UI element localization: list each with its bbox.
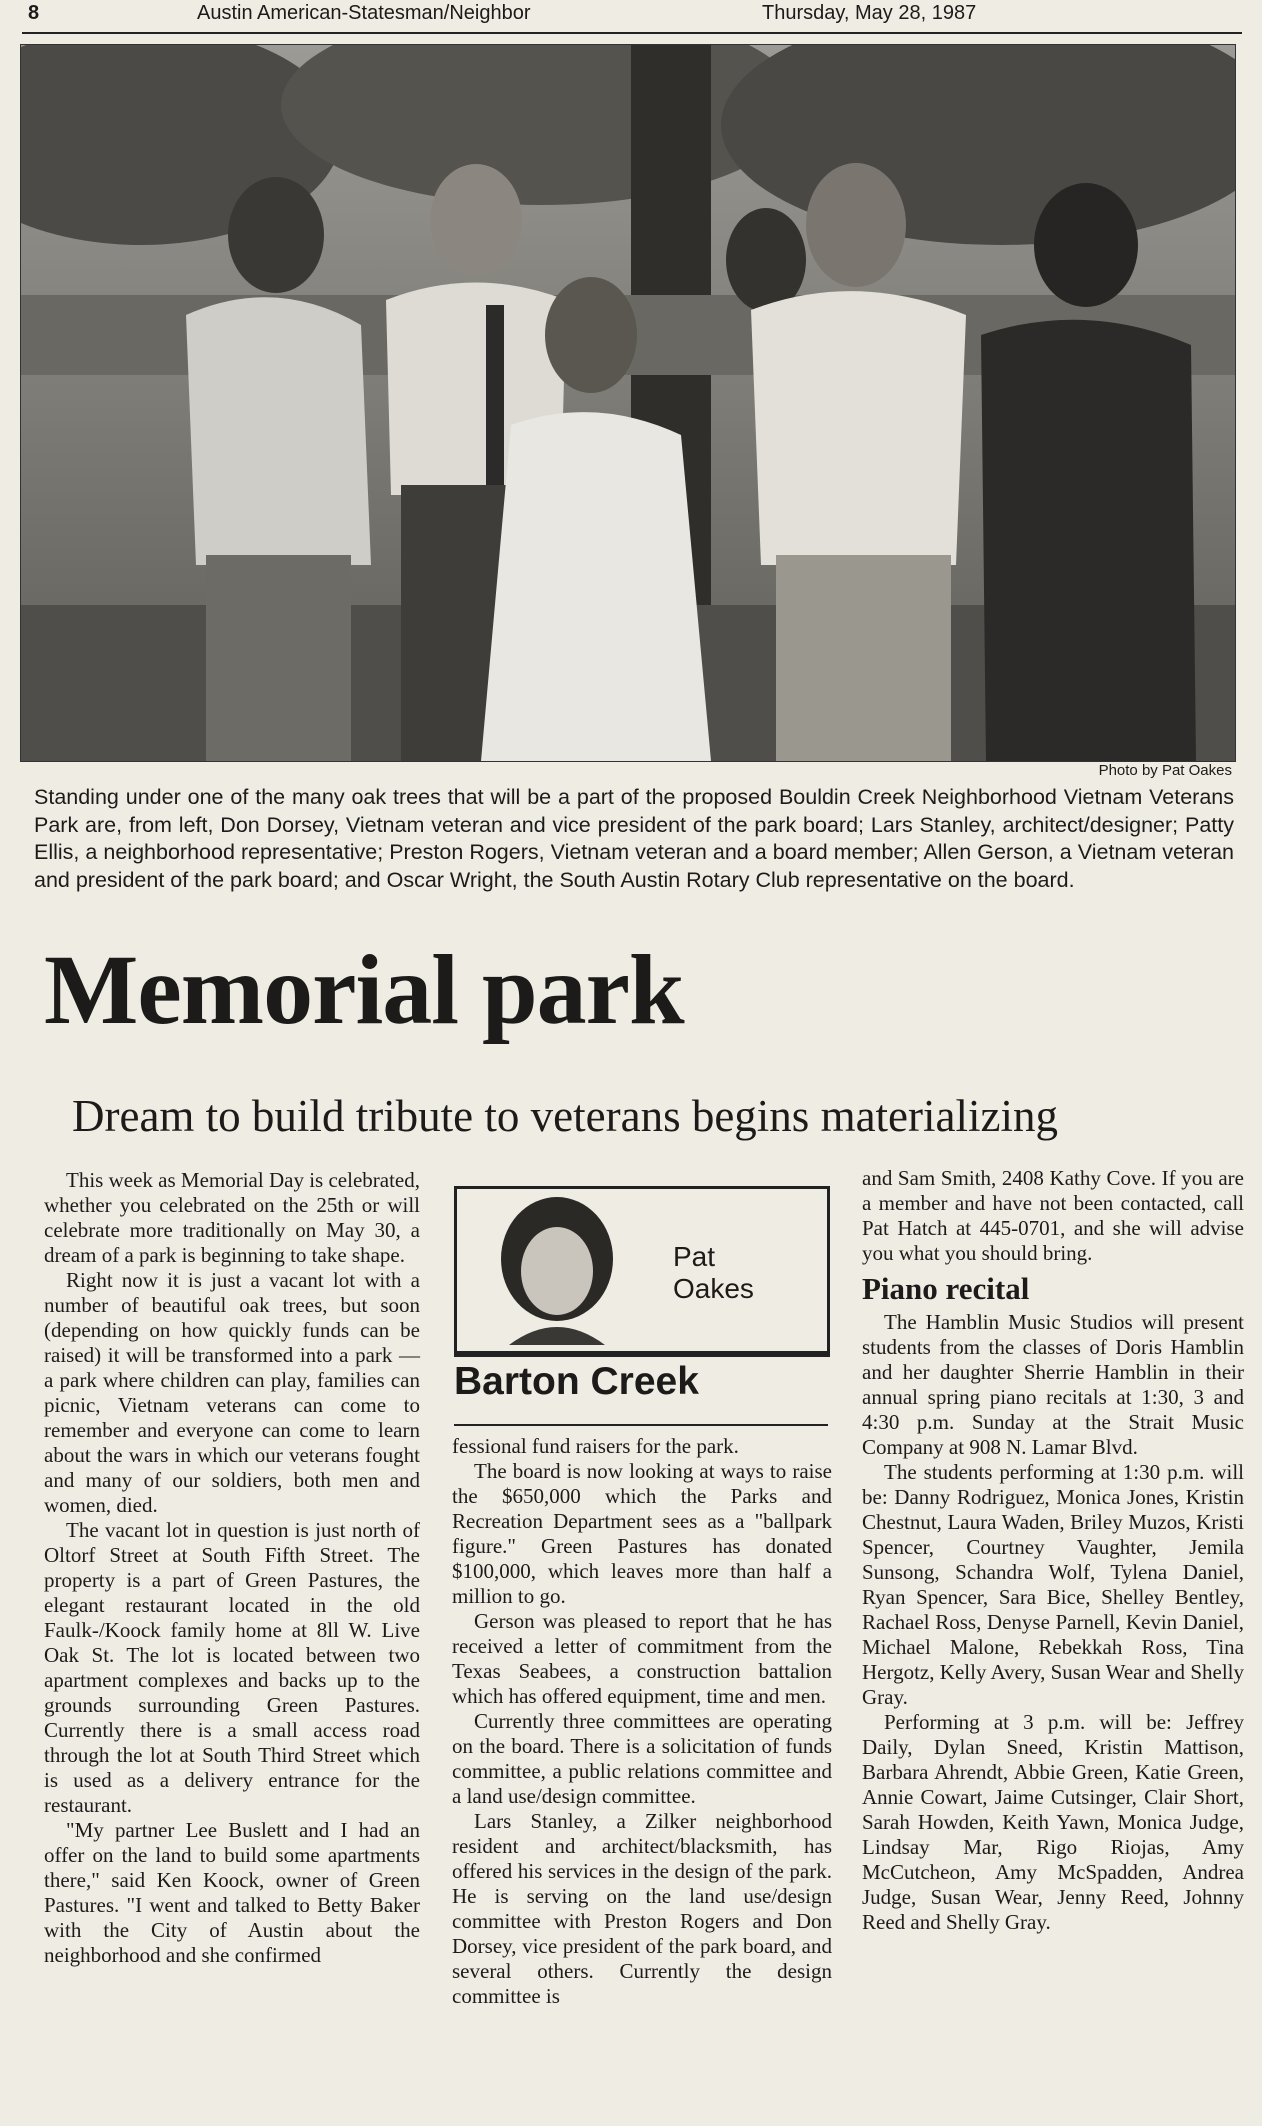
page-number: 8 [28, 2, 40, 24]
divider [454, 1424, 828, 1426]
paragraph: Lars Stanley, a Zilker neighborhood resident and architect/blacksmith, has offered his services in the design of the park. He is serving on the land use/design committee with Preston Rogers and Don Dorsey, vice president of the park board, and several others. Currently the design committee is [452, 1809, 832, 2008]
columnist-portrait [495, 1191, 619, 1345]
masthead [22, 0, 1242, 34]
paragraph: Performing at 3 p.m. will be: Jeffrey Daily, Dylan Sneed, Kristin Mattison, Barbara Ahrendt, Abbie Green, Katie Green, Annie Cowart, Jaime Cutsinger, Clair Short, Sarah Howden, Keith Yawn, Monica Judge, Lindsay Mar, Rigo Riojas, Amy McCutcheon, Amy McSpadden, Andrea Judge, Susan Wear, Jenny Reed, Johnny Reed and Shelly Gray. [862, 1710, 1244, 1934]
publication-date: Thursday, May 28, 1987 [762, 2, 977, 24]
paragraph: and Sam Smith, 2408 Kathy Cove. If you are a member and have not been contacted, call Pat Hatch at 445-0701, and she will advise you what you should bring. [862, 1166, 1244, 1265]
subheadline: Dream to build tribute to veterans begins materializing [72, 1091, 1058, 1141]
paragraph: fessional fund raisers for the park. [452, 1434, 739, 1458]
paragraph: The board is now looking at ways to raise the $650,000 which the Parks and Recreation Department sees as a "ballpark figure." Green Pastures has donated $100,000, which leaves more than half a million to go. [452, 1459, 832, 1608]
section-heading: Piano recital [862, 1271, 1030, 1306]
columnist-first-name: Pat [673, 1241, 716, 1272]
paragraph: The vacant lot in question is just north of Oltorf Street at South Fifth Street. The property is a part of Green Pastures, the elegant restaurant located in the old Faulk-/Koock family home at 8ll W. Live Oak St. The lot is located between two apartment complexes and backs up to the grounds surrounding Green Pastures. Currently there is a small access road through the lot at South Third Street which is used as a delivery entrance for the restaurant. [44, 1518, 420, 1817]
paragraph: Currently three committees are operating on the board. There is a solicitation of funds committee, a public relations committee and a land use/design committee. [452, 1709, 832, 1808]
columnist-box [454, 1186, 830, 1357]
article-column-3 [862, 1166, 1244, 1935]
headline: Memorial park [44, 934, 684, 1045]
column-title: Barton Creek [454, 1360, 699, 1403]
publication-name: Austin American-Statesman/Neighbor [197, 2, 531, 24]
paragraph: This week as Memorial Day is celebrated, whether you celebrated on the 25th or will celebrate more traditionally on May 30, a dream of a park is beginning to take shape. [44, 1168, 420, 1267]
paragraph: Right now it is just a vacant lot with a number of beautiful oak trees, but soon (depending on how quickly funds can be raised) it will be transformed into a park — a park where children can play, families can picnic, Vietnam veterans can come to remember and everyone can come to learn about the wars in which our veterans fought and many of our soldiers, both men and women, died. [44, 1268, 420, 1517]
news-photo [20, 44, 1236, 762]
columnist-last-name: Oakes [673, 1273, 754, 1304]
paragraph: The Hamblin Music Studios will present students from the classes of Doris Hamblin and her daughter Sherrie Hamblin in their annual spring piano recitals at 1:30, 3 and 4:30 p.m. Sunday at the Strait Music Company at 908 N. Lamar Blvd. [862, 1310, 1244, 1459]
article-column-2 [452, 1434, 832, 2009]
paragraph: The students performing at 1:30 p.m. will be: Danny Rodriguez, Monica Jones, Kristin Chestnut, Laura Waden, Briley Muzos, Kristi Spencer, Courtney Vaughter, Jemila Sunsong, Schandra Wolf, Tylena Daniel, Ryan Spencer, Sara Bice, Shelley Bentley, Rachael Ross, Denyse Parnell, Kevin Daniel, Michael Malone, Rebekkah Ross, Tina Hergotz, Kelly Avery, Susan Wear and Shelly Gray. [862, 1460, 1244, 1709]
columnist-name [673, 1241, 754, 1305]
paragraph: Gerson was pleased to report that he has received a letter of commitment from the Texas Seabees, a construction battalion which has offered equipment, time and men. [452, 1609, 832, 1708]
article-column-1 [44, 1168, 420, 1968]
photo-caption: Standing under one of the many oak trees that will be a part of the proposed Bouldin Creek Neighborhood Vietnam Veterans Park are, from left, Don Dorsey, Vietnam veteran and vice president of the park board; Lars Stanley, architect/designer; Patty Ellis, a neighborhood representative; Preston Rogers, Vietnam veteran and a board member; Allen Gerson, a Vietnam veteran and president of the park board; and Oscar Wright, the South Austin Rotary Club representative on the board. [34, 785, 1234, 892]
photo-credit: Photo by Pat Oakes [1098, 762, 1232, 779]
paragraph: "My partner Lee Buslett and I had an offer on the land to build some apartments there," said Ken Koock, owner of Green Pastures. "I went and talked to Betty Baker with the City of Austin about the neighborhood and she confirmed [44, 1818, 420, 1967]
